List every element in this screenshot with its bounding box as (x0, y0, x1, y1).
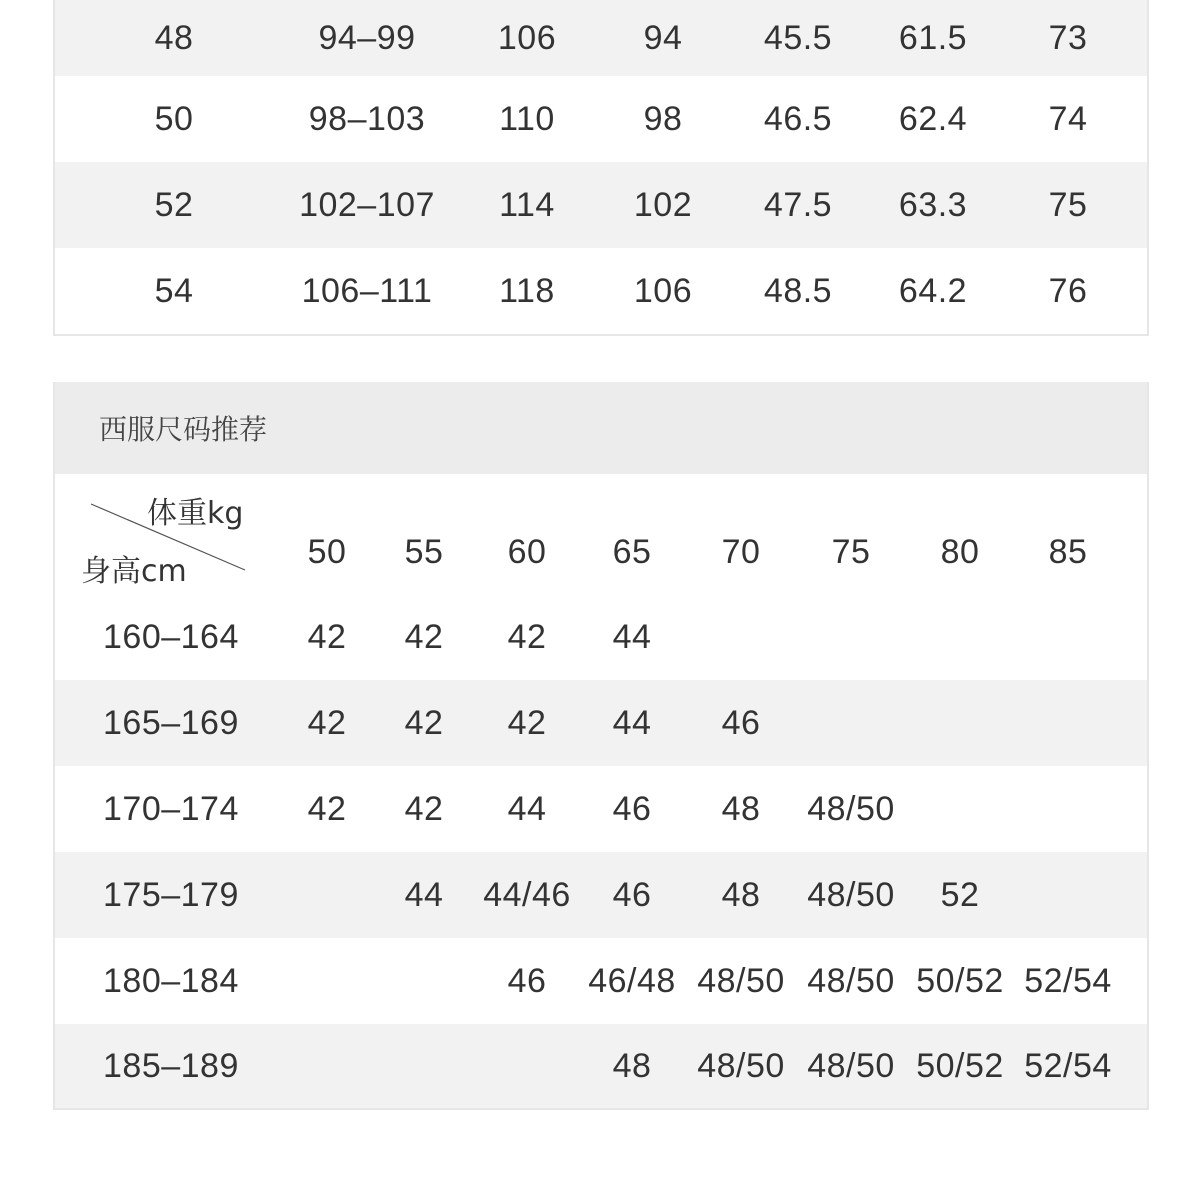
table-cell: 102–107 (299, 185, 435, 224)
table-cell: 98–103 (308, 99, 426, 138)
size-cell: 42 (507, 703, 547, 742)
table-cell: 64.2 (898, 271, 968, 310)
table-row (55, 162, 1147, 248)
table-title: 西服尺码推荐 (55, 382, 1147, 474)
table-header-row (55, 474, 1147, 594)
weight-header: 55 (404, 532, 444, 571)
size-cell: 48/50 (807, 961, 895, 1000)
table-row (55, 938, 1147, 1024)
height-range-cell: 185–189 (103, 1046, 239, 1085)
table-cell: 114 (499, 185, 555, 224)
recommendation-rows (55, 594, 1147, 1108)
size-table (53, 0, 1149, 336)
size-cell: 44/46 (483, 875, 571, 914)
size-cell: 48/50 (807, 789, 895, 828)
size-cell: 42 (307, 789, 347, 828)
table-cell: 74 (1048, 99, 1088, 138)
table-cell: 48.5 (763, 271, 833, 310)
weight-header: 65 (612, 532, 652, 571)
table-cell: 52 (154, 185, 194, 224)
header-corner (55, 474, 265, 594)
table-cell: 110 (499, 99, 555, 138)
height-range-cell: 165–169 (103, 703, 239, 742)
table-cell: 63.3 (898, 185, 968, 224)
size-cell: 48/50 (697, 961, 785, 1000)
size-cell: 46 (721, 703, 761, 742)
weight-header: 80 (940, 532, 980, 571)
size-cell: 50/52 (916, 1046, 1004, 1085)
table-cell: 61.5 (898, 18, 968, 57)
table-row (55, 1024, 1147, 1108)
table-cell: 48 (154, 18, 194, 57)
table-row (55, 680, 1147, 766)
table-cell: 47.5 (763, 185, 833, 224)
size-cell: 46/48 (588, 961, 676, 1000)
size-cell: 48/50 (807, 1046, 895, 1085)
weight-header: 60 (507, 532, 547, 571)
height-label: 身高cm (81, 554, 187, 589)
height-range-cell: 180–184 (103, 961, 239, 1000)
table-cell: 45.5 (763, 18, 833, 57)
table-row (55, 766, 1147, 852)
table-cell: 62.4 (898, 99, 968, 138)
weight-header: 50 (307, 532, 347, 571)
table-row (55, 852, 1147, 938)
table-cell: 76 (1048, 271, 1088, 310)
size-cell: 42 (404, 617, 444, 656)
size-cell: 48 (721, 789, 761, 828)
weight-header: 70 (721, 532, 761, 571)
table-cell: 46.5 (763, 99, 833, 138)
table-cell: 50 (154, 99, 194, 138)
size-cell: 52/54 (1024, 1046, 1112, 1085)
table-row (55, 0, 1147, 76)
height-range-cell: 175–179 (103, 875, 239, 914)
size-cell: 42 (507, 617, 547, 656)
size-cell: 52/54 (1024, 961, 1112, 1000)
size-cell: 48 (612, 1046, 652, 1085)
table-row (55, 76, 1147, 162)
height-range-cell: 160–164 (103, 617, 239, 656)
size-cell: 42 (307, 703, 347, 742)
size-recommendation-table (53, 382, 1149, 1110)
table-cell: 118 (499, 271, 555, 310)
size-cell: 48 (721, 875, 761, 914)
table-cell: 102 (633, 185, 693, 224)
table-row (55, 248, 1147, 334)
table-cell: 73 (1048, 18, 1088, 57)
size-cell: 46 (612, 789, 652, 828)
size-cell: 48/50 (697, 1046, 785, 1085)
table-row (55, 594, 1147, 680)
size-cell: 44 (612, 617, 652, 656)
size-cell: 42 (307, 617, 347, 656)
weight-label: 体重kg (147, 496, 244, 531)
size-cell: 48/50 (807, 875, 895, 914)
size-cell: 46 (507, 961, 547, 1000)
table-cell: 54 (154, 271, 194, 310)
size-cell: 44 (612, 703, 652, 742)
table-cell: 94–99 (318, 18, 416, 57)
table-cell: 106 (497, 18, 557, 57)
size-cell: 50/52 (916, 961, 1004, 1000)
size-cell: 44 (404, 875, 444, 914)
size-cell: 42 (404, 789, 444, 828)
table-cell: 94 (643, 18, 683, 57)
table-cell: 106–111 (301, 271, 433, 310)
weight-header: 85 (1048, 532, 1088, 571)
size-cell: 52 (940, 875, 980, 914)
table-cell: 106 (633, 271, 693, 310)
table-cell: 98 (643, 99, 683, 138)
weight-header: 75 (831, 532, 871, 571)
table-cell: 75 (1048, 185, 1088, 224)
size-cell: 46 (612, 875, 652, 914)
size-cell: 44 (507, 789, 547, 828)
height-range-cell: 170–174 (103, 789, 239, 828)
size-cell: 42 (404, 703, 444, 742)
